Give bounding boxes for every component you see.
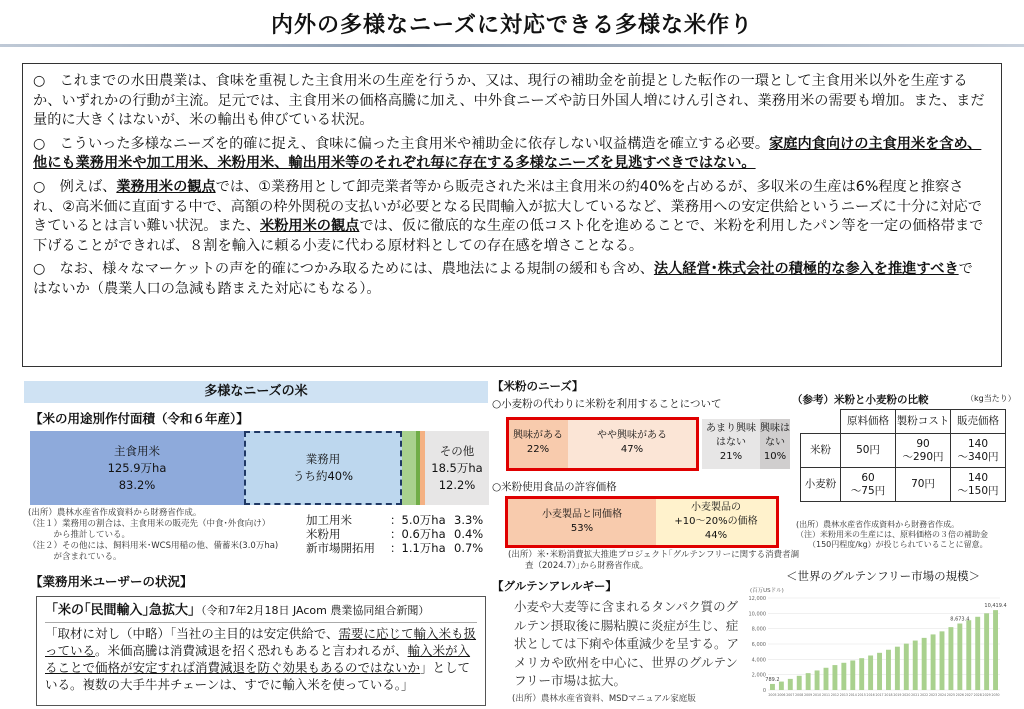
y-tick-label: 6,000 [751,642,766,648]
cell-label: やや興味がある [597,430,667,441]
breakdown-list [306,513,483,555]
cell-label: 興味は [760,423,790,434]
paragraph-2 [33,135,987,174]
q2-notes [508,550,799,572]
q2-highlight [505,496,779,548]
q1-highlight [506,417,699,471]
bar-shushoku [30,431,244,505]
chart-bar [940,631,945,690]
table-header: 販売価格 [951,410,1006,434]
comparison-table [800,409,1006,502]
bar-gyomu-share: うち約40% [292,469,354,483]
chart-bar [895,647,900,690]
area-note-line: （注１）業務用の割合は、主食用米の販売先（中食･外食向け） [28,519,271,529]
chart-bar [770,684,775,690]
y-axis-label: (百万USドル) [750,588,784,594]
cmp-unit: （kg当たり） [966,394,1016,403]
x-tick-label: 2005 [768,693,777,697]
chart-bar [931,634,936,690]
x-tick-label: 2010 [813,693,822,697]
paragraph-3 [33,178,987,256]
bar-gyomu [244,431,402,505]
area-notes [28,508,278,563]
main-text-box [22,63,1002,367]
gluten-source: (出所）農林水産省資料、MSDマニュアル家庭版 [512,694,696,704]
x-tick-label: 2007 [786,693,795,697]
chart-bar [868,656,873,691]
gluten-title: 【グルテンアレルギー】 [492,579,617,593]
table-corner [801,410,841,434]
data-label: 10,419.4 [984,603,1007,610]
table-header: 製粉コスト [896,410,951,434]
y-tick-label: 12,000 [748,596,766,602]
quote-text: 」としている。複数の大手牛丼チェーンは、すでに輸入米を使っている。」 [45,660,471,692]
x-tick-label: 2027 [964,693,973,697]
chart-bar [797,676,802,690]
chart-bar [957,624,962,690]
paragraph-1: ○ これまでの水田農業は、食味を重視した主食用米の生産を行うか、又は、現行の補助金を前提とした転作の一環として主食用米以外を生産するか、いずれかの行動が主流。足元では、主食用米の価格高騰に加え、中外食ニーズや訪日外国人増にけん引され、業務用米の需要も増加。また、まだ量的に大きくはないが、米の輸出も伸びている状況。 [33,73,985,129]
cell-label: +10～20%の価格 [674,516,758,527]
x-tick-label: 2014 [848,693,857,697]
table-row [801,434,1006,468]
chart-bar [859,658,864,690]
table-cell: 70円 [896,468,951,502]
cell-value: 44% [704,530,728,541]
note-line: (出所）農林水産省作成資料から財務省作成。 [796,520,960,529]
x-tick-label: 2013 [839,693,848,697]
table-cell: 米粉 [801,434,841,468]
q1-not-very-interested [702,419,760,469]
x-tick-label: 2006 [777,693,786,697]
q2-title: ○米粉使用食品の許容価格 [492,481,617,493]
x-tick-label: 2022 [920,693,929,697]
breakdown-area: ：5.0万ha [390,513,446,527]
data-label: 789.2 [765,676,780,683]
cmp-notes [796,520,988,550]
breakdown-name: 米粉用 [306,527,341,541]
p2-text: ○ こういった多様なニーズを的確に捉え、食味に偏った主食用米や補助金に依存しない収益構造を確立する必要。 [33,135,770,152]
x-tick-label: 2016 [866,693,875,697]
x-tick-label: 2026 [955,693,964,697]
table-header-row [801,410,1006,434]
quote-underline: 輸入米が入ることで価格が安定すれば消費減退を防ぐ効果もあるのではないか [45,643,471,675]
chart-bar [913,641,918,690]
quote-source: （令和7年2月18日 JAcom 農業協同組合新聞） [201,604,430,617]
x-tick-label: 2018 [884,693,893,697]
quote-underline: 需要に応じて輸入米も扱っている [45,626,477,658]
chart-bar [948,627,953,690]
x-tick-label: 2021 [911,693,920,697]
bar-sonota-area: 18.5万ha [431,461,483,475]
x-tick-label: 2019 [893,693,902,697]
breakdown-pct: 0.4% [454,527,484,541]
breakdown-area: ：0.6万ha [390,527,446,541]
y-tick-label: 4,000 [751,657,766,664]
note-line: （150円程度/kg）が投じられていることに留意。 [796,540,988,549]
area-note-line: (出所）農林水産省作成資料から財務省作成。 [28,508,202,518]
breakdown-pct: 0.7% [454,541,484,555]
chart-bar [841,663,846,690]
breakdown-name: 新市場開拓用 [306,541,375,555]
chart-bar [850,660,855,690]
note-line: （注）米粉用米の生産には、原料価格の３倍の補助金 [796,530,988,539]
chart-bar [788,679,793,690]
data-label: 8,673.4 [950,616,970,623]
p4-text-a: ○ なお、様々なマーケットの声を的確につかみ取るためには、農地法による規制の緩和も含め、 [33,261,654,278]
bar-shushoku-label: 主食用米 [114,444,160,458]
breakdown-pct: 3.3% [454,513,484,527]
users-title: 【業務用米ユーザーの状況】 [30,574,193,589]
diverse-needs-band: 多様なニーズの米 [24,381,488,403]
bar-shushoku-pct: 83.2% [118,478,156,492]
chart-bar [815,670,820,690]
x-tick-label: 2023 [929,693,938,697]
x-tick-label: 2017 [875,693,884,697]
p3-emphasis-gyomu: 業務用米の観点 [116,178,216,195]
x-tick-label: 2025 [946,693,955,697]
cell-label: 小麦製品と同価格 [542,509,622,520]
chart-bar [904,644,909,690]
table-row [801,468,1006,502]
page-title: 内外の多様なニーズに対応できる多様な米作り [271,13,753,38]
x-tick-label: 2028 [973,693,982,697]
market-title: ＜世界のグルテンフリー市場の規模＞ [786,569,981,583]
q1-not-interested [760,419,790,469]
area-note-line: から推計している。 [28,530,131,540]
table-cell: 60 ～75円 [841,468,896,502]
p4-text-c: ではないか（農業人口の急減も踏まえた対応にもなる）。 [33,261,973,297]
bar-sonota-pct: 12.2% [438,478,476,492]
table-header: 原料価格 [841,410,896,434]
x-tick-label: 2008 [795,693,804,697]
cell-value: 22% [526,444,550,455]
breakdown-area: ：1.1万ha [390,541,446,555]
cmp-title: （参考）米粉と小麦粉の比較 [792,394,929,406]
table-cell: 90 ～290円 [896,434,951,468]
chart-bar [922,638,927,690]
bar-gyomu-label: 業務用 [305,452,341,466]
x-tick-label: 2020 [902,693,911,697]
x-tick-label: 2029 [982,693,991,697]
bar-kakou [402,431,416,505]
cell-value: 10% [763,451,787,462]
chart-bar [966,620,971,690]
y-tick-label: 2,000 [751,672,766,679]
table-cell: 140 ～340円 [951,434,1006,468]
note-line: (出所）米･米粉消費拡大推進プロジェクト｢グルテンフリーに関する消費者調 [508,550,800,560]
gluten-market-chart [748,584,1007,706]
q1-title: ○小麦粉の代わりに米粉を利用することについて [492,398,722,410]
p3-text-e: では、仮に徹底的な生産の低コスト化を進めることで、米粉を利用したパン等を一定の価格帯まで下げることができれば、８割を輸入に頼る小麦に代わる原材料としての存在感を増さことなる。 [33,218,984,254]
cell-label: 小麦製品の [691,502,741,513]
cell-value: 53% [570,523,594,534]
cell-label: あまり興味はない [706,423,756,448]
bar-sonota-label: その他 [439,444,475,458]
p3-emphasis-komeko: 米粉用米の観点 [260,218,360,235]
chart-bar [806,673,811,690]
gluten-text: 小麦や大麦等に含まれるタンパク質のグルテン摂取後に腸粘膜に炎症が生じ、症状としては下痢や体重減少を呈する。アメリカや欧州を中心に、世界のグルテンフリー市場は拡大。 [514,599,740,688]
paragraph-4 [33,260,987,299]
needs-title: 【米粉のニーズ】 [492,379,584,393]
quote-body [45,622,477,693]
y-tick-label: 0 [762,688,766,694]
chart-bar [984,613,989,690]
cell-label: ない [765,437,785,448]
y-tick-label: 8,000 [751,626,766,633]
table-cell: 140 ～150円 [951,468,1006,502]
chart-bar [824,668,829,690]
chart-bar [877,653,882,690]
x-tick-label: 2030 [991,693,1000,697]
note-line: 査（2024.7）｣から財務省作成。 [508,561,649,571]
area-note-line: （注２）その他には、飼料用米･WCS用稲の他、備蓄米(3.0万ha) [28,541,279,551]
quote-headline: 「米の｢民間輸入｣急拡大」 [45,603,202,618]
chart-bar [975,617,980,690]
x-tick-label: 2024 [937,693,947,697]
p3-text-c: では、①業務用として卸売業者等から販売された米は主食用米の約40%を占めるが、多収米の生産は6%程度と推察され、②高米価に直面する中で、高額の枠外関税の支払いが必要となる民間輸入が拡大しているなど、業務用への安定供給というニーズに十分に対応できているとは言い難い状況。また、 [33,178,982,235]
bar-shushoku-area: 125.9万ha [107,461,167,475]
area-note-line: が含まれている。 [28,552,122,562]
quote-text: 「取材に対し（中略）「当社の主目的は安定供給で、 [45,626,339,641]
p4-emphasis: 法人経営･株式会社の積極的な参入を推進すべき [653,261,959,278]
p2-emphasis: 家庭内食向けの主食用米を含め、他にも業務用米や加工用米、米粉用米、輸出用米等のそれぞれ毎に存在する多様なニーズを見逃すべきではない。 [33,135,982,172]
x-tick-label: 2015 [857,693,866,697]
cell-value: 21% [719,451,743,462]
title-underline [0,44,1024,47]
chart-bar [832,665,837,690]
table-cell: 50円 [841,434,896,468]
chart-bar [993,610,998,690]
area-title: 【米の用途別作付面積（令和６年産）】 [30,411,249,426]
breakdown-name: 加工用米 [306,513,352,527]
p3-text-a: ○ 例えば、 [33,178,117,195]
quote-box [36,596,486,706]
x-tick-label: 2011 [821,693,831,697]
bar-sonota [425,431,489,505]
quote-text: 。米価高騰は消費減退を招く恐れもあると言われるが、 [95,643,408,658]
y-tick-label: 10,000 [748,611,766,618]
x-tick-label: 2012 [830,693,839,697]
chart-bar [779,682,784,690]
cell-label: 興味がある [513,430,563,441]
x-tick-label: 2009 [804,693,813,697]
table-cell: 小麦粉 [801,468,841,502]
chart-bar [886,650,891,690]
cell-value: 47% [620,444,644,455]
